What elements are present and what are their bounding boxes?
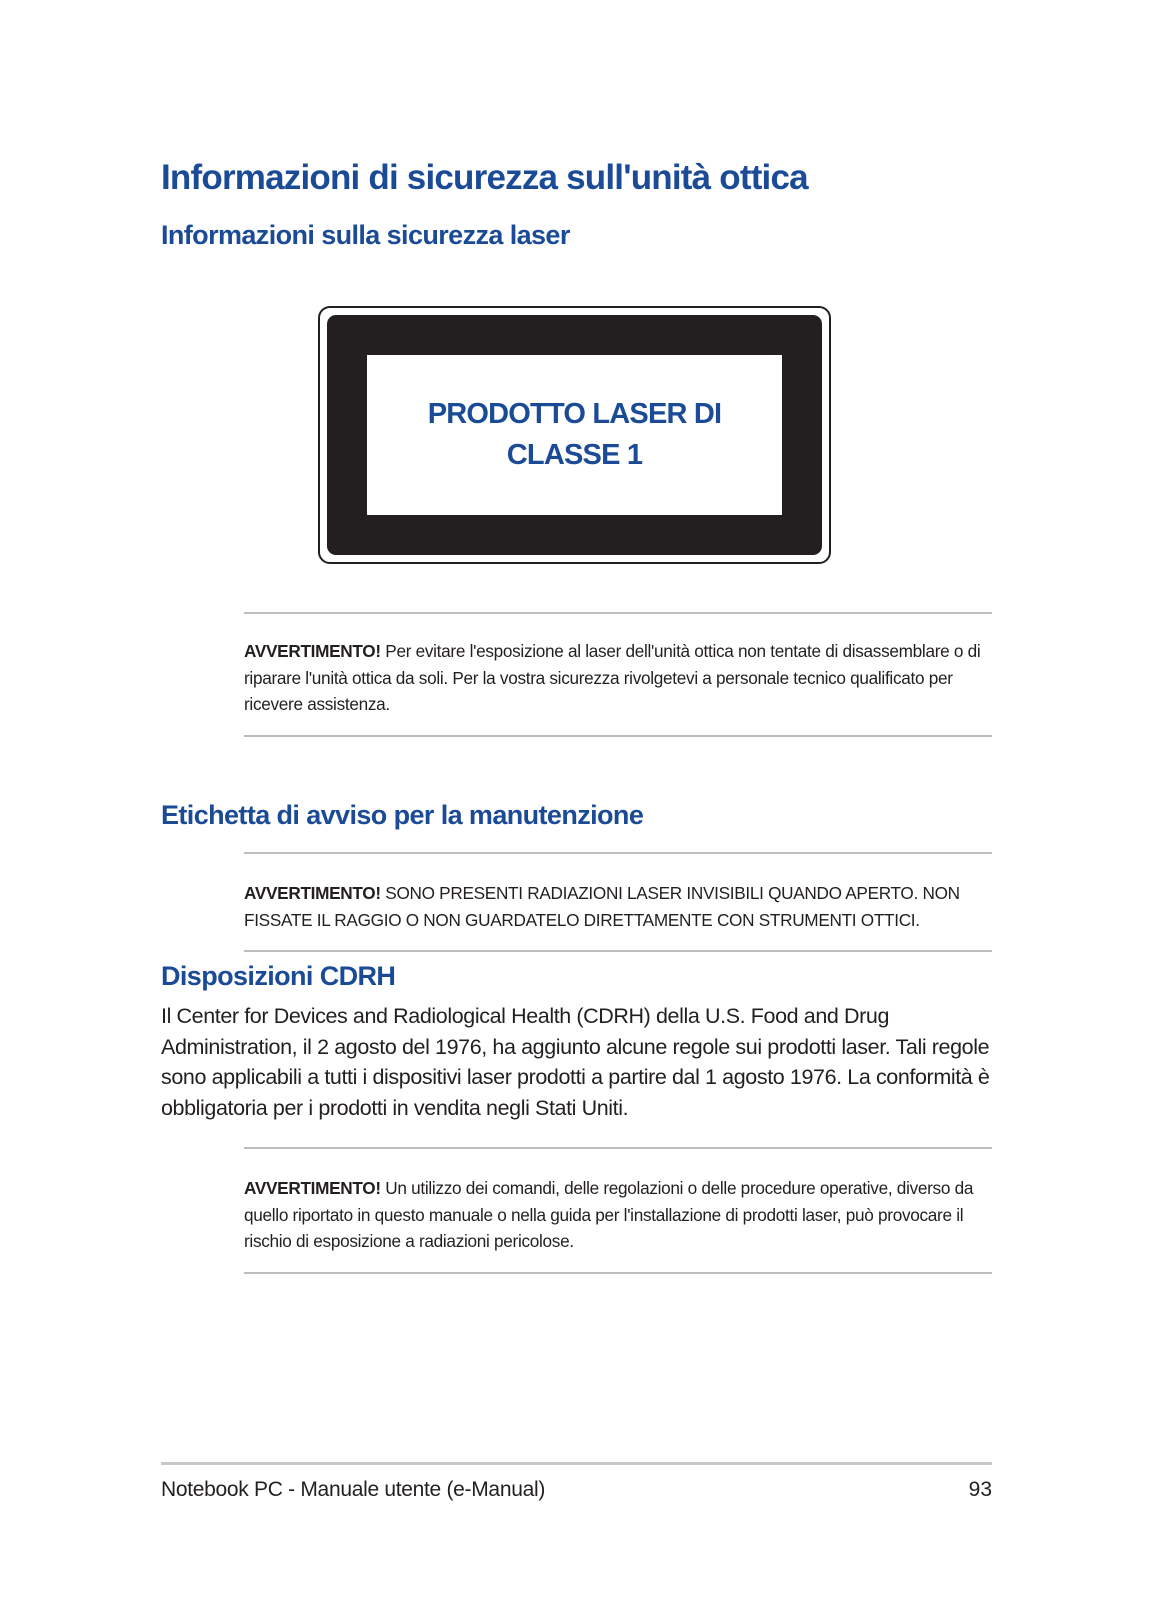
footer-divider [161, 1462, 992, 1465]
warning-text: SONO PRESENTI RADIAZIONI LASER INVISIBILI QUANDO APERTO. NON FISSATE IL RAGGIO O NON GUARDATELO DIRETTAMENTE CON STRUMENTI OTTICI. [244, 883, 960, 930]
warning-lead: AVVERTIMENTO! [244, 883, 381, 903]
divider [244, 1272, 992, 1274]
footer-doc-title: Notebook PC - Manuale utente (e-Manual) [161, 1478, 546, 1501]
warning-text: Un utilizzo dei comandi, delle regolazioni o delle procedure operative, diverso da quello riportato in questo manuale o nella guida per l'installazione di prodotti laser, può provocare il rischio di esposizione a radiazioni pericolose. [244, 1178, 974, 1251]
page-number: 93 [968, 1478, 992, 1501]
laser-safety-heading: Informazioni sulla sicurezza laser [161, 220, 570, 250]
laser-warning-note [244, 638, 992, 718]
warning-lead: AVVERTIMENTO! [244, 1178, 381, 1198]
laser-class-label [318, 306, 831, 564]
divider [244, 1147, 992, 1149]
laser-label-line2: CLASSE 1 [506, 439, 643, 471]
divider [244, 612, 992, 614]
service-label-heading: Etichetta di avviso per la manutenzione [161, 800, 644, 830]
laser-label-panel [367, 355, 782, 515]
laser-label-line1: PRODOTTO LASER DI [427, 398, 722, 430]
cdrh-body: Il Center for Devices and Radiological Health (CDRH) della U.S. Food and Drug Administration, il 2 agosto del 1976, ha aggiunto alcune regole sui prodotti laser. Tali regole sono applicabili a tutti i dispositivi laser prodotti a partire dal 1 agosto 1976. La conformità è obbligatoria per i prodotti in vendita negli Stati Uniti. [161, 1004, 990, 1120]
divider [244, 735, 992, 737]
service-warning-note [244, 880, 992, 933]
laser-label-border [327, 315, 822, 555]
warning-lead: AVVERTIMENTO! [244, 641, 381, 661]
divider [244, 852, 992, 854]
cdrh-warning-note [244, 1175, 992, 1255]
divider [244, 950, 992, 952]
warning-text: Per evitare l'esposizione al laser dell'unità ottica non tentate di disassemblare o di riparare l'unità ottica da soli. Per la vostra sicurezza rivolgetevi a personale tecnico qualificato per ricevere assistenza. [244, 641, 981, 714]
cdrh-heading: Disposizioni CDRH [161, 961, 396, 991]
page-title: Informazioni di sicurezza sull'unità ottica [161, 158, 808, 197]
